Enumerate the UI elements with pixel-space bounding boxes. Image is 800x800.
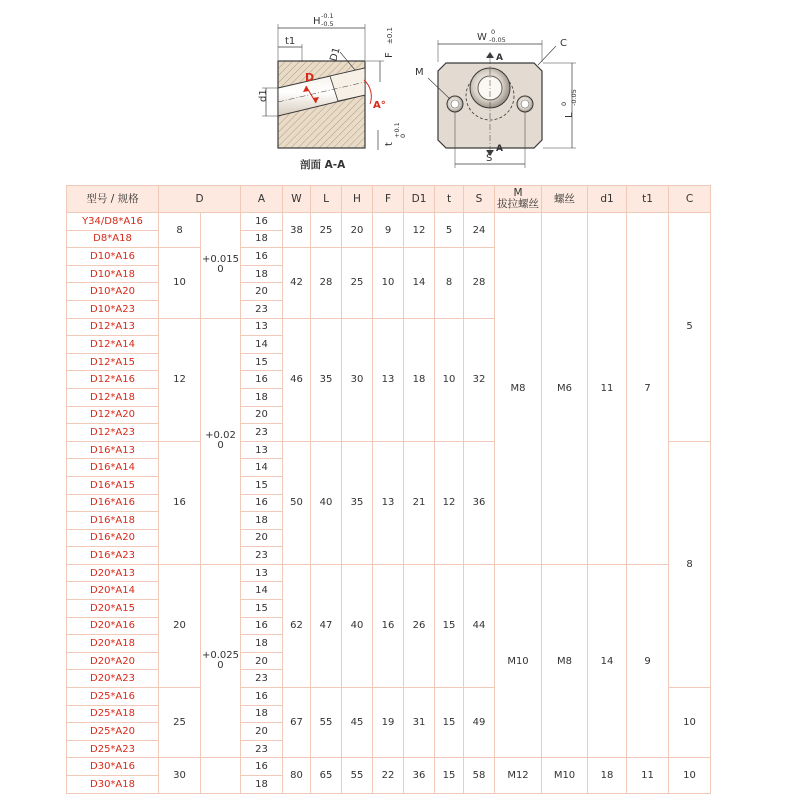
A-cell: 16 [241,758,283,776]
L-cell: 35 [311,318,342,441]
D-cell: 8 [159,213,201,248]
H-cell: 35 [342,441,373,564]
A-cell: 18 [241,776,283,794]
screw-cell: M8 [542,564,588,758]
A-cell: 23 [241,670,283,688]
t-cell: 5 [435,213,464,248]
A-cell: 13 [241,318,283,336]
dim-D-label: D [305,71,315,84]
W-cell: 38 [283,213,311,248]
D-tolerance-cell [201,213,241,319]
table-row [67,758,711,776]
model-cell: D20*A16 [67,617,159,635]
t-cell: 15 [435,688,464,758]
dim-W-tol-lower: -0.05 [489,36,506,44]
C-cell: 10 [669,758,711,793]
d1-cell: 18 [588,758,627,793]
F-cell: 13 [373,441,404,564]
F-cell: 16 [373,564,404,687]
header-M [495,186,542,213]
D-tol-upper: +0.015 [201,254,239,266]
t-cell: 10 [435,318,464,441]
dim-W-tol-upper: 0 [491,28,496,36]
F-cell: 19 [373,688,404,758]
screw-cell: M6 [542,213,588,565]
header-S: S [464,186,495,213]
H-cell: 30 [342,318,373,441]
model-cell: D12*A18 [67,388,159,406]
model-cell: D10*A20 [67,283,159,301]
A-cell: 15 [241,600,283,618]
D-tol-lower: 0 [217,264,224,276]
W-cell: 67 [283,688,311,758]
dim-A-label: A° [373,100,386,111]
section-mark-top: A [496,53,503,63]
model-cell: D30*A18 [67,776,159,794]
model-cell: D25*A16 [67,688,159,706]
dim-D1-label: D1 [328,46,343,63]
top-view [415,28,578,168]
model-cell: D16*A20 [67,529,159,547]
A-cell: 20 [241,406,283,424]
A-cell: 14 [241,582,283,600]
t1-cell: 9 [627,564,669,758]
W-cell: 46 [283,318,311,441]
A-cell: 16 [241,248,283,266]
D-cell: 16 [159,441,201,564]
S-cell: 28 [464,248,495,318]
model-cell: D12*A15 [67,353,159,371]
model-cell: D12*A16 [67,371,159,389]
header-M-line2: 拔拉螺丝 [497,198,539,210]
F-cell: 9 [373,213,404,248]
table-header-row [67,186,711,213]
D-tolerance-cell [201,318,241,564]
section-mark-bottom: A [496,144,503,154]
D-tol-upper: +0.025 [201,650,239,662]
header-C: C [669,186,711,213]
S-cell: 32 [464,318,495,441]
S-cell: 36 [464,441,495,564]
technical-drawing [0,0,800,182]
H-cell: 55 [342,758,373,793]
dim-t1-label: t1 [285,36,296,47]
section-view [258,12,407,171]
A-cell: 16 [241,213,283,231]
M-cell: M10 [495,564,542,758]
header-F: F [373,186,404,213]
dim-L-tol-upper: 0 [560,101,568,106]
model-cell: D12*A23 [67,424,159,442]
A-cell: 15 [241,476,283,494]
header-D1: D1 [404,186,435,213]
table-row [67,213,711,231]
A-cell: 20 [241,283,283,301]
A-cell: 23 [241,424,283,442]
dim-C-label: C [560,38,567,49]
H-cell: 20 [342,213,373,248]
model-cell: D12*A14 [67,336,159,354]
A-cell: 18 [241,635,283,653]
model-cell: Y34/D8*A16 [67,213,159,231]
t-cell: 8 [435,248,464,318]
model-cell: D20*A14 [67,582,159,600]
W-cell: 50 [283,441,311,564]
t-cell: 15 [435,564,464,687]
header-d1: d1 [588,186,627,213]
model-cell: D16*A18 [67,512,159,530]
A-cell: 23 [241,547,283,565]
model-cell: D20*A15 [67,600,159,618]
model-cell: D20*A20 [67,652,159,670]
A-cell: 16 [241,688,283,706]
dim-H-label: H [313,16,321,27]
H-cell: 25 [342,248,373,318]
model-cell: D20*A23 [67,670,159,688]
header-L: L [311,186,342,213]
model-cell: D16*A23 [67,547,159,565]
A-cell: 23 [241,740,283,758]
S-cell: 58 [464,758,495,793]
model-cell: D20*A18 [67,635,159,653]
S-cell: 44 [464,564,495,687]
F-cell: 22 [373,758,404,793]
header-D: D [159,186,241,213]
header-screw: 螺丝 [542,186,588,213]
model-cell: D10*A18 [67,265,159,283]
D-cell: 12 [159,318,201,441]
model-cell: D30*A16 [67,758,159,776]
A-cell: 13 [241,441,283,459]
dim-t-tol-lower: 0 [399,133,407,138]
dim-t-label: t [384,142,395,146]
model-cell: D10*A16 [67,248,159,266]
dim-d1-label: d1 [258,89,269,102]
t-cell: 15 [435,758,464,793]
A-cell: 16 [241,494,283,512]
S-cell: 24 [464,213,495,248]
W-cell: 42 [283,248,311,318]
dim-H-tol-lower: -0.5 [321,20,334,28]
F-cell: 13 [373,318,404,441]
d1-cell: 14 [588,564,627,758]
model-cell: D25*A20 [67,723,159,741]
A-cell: 15 [241,353,283,371]
L-cell: 25 [311,213,342,248]
D-tolerance-cell-empty [201,758,241,793]
dim-W-label: W [477,32,487,43]
d1-cell: 11 [588,213,627,565]
M-cell: M12 [495,758,542,793]
A-cell: 20 [241,529,283,547]
model-cell: D10*A23 [67,300,159,318]
model-cell: D25*A18 [67,705,159,723]
L-cell: 55 [311,688,342,758]
C-cell: 8 [669,441,711,687]
D-cell: 20 [159,564,201,687]
A-cell: 18 [241,265,283,283]
header-model: 型号 / 规格 [67,186,159,213]
D1-cell: 21 [404,441,435,564]
D-cell: 30 [159,758,201,793]
spec-table [66,185,711,794]
L-cell: 47 [311,564,342,687]
S-cell: 49 [464,688,495,758]
A-cell: 18 [241,388,283,406]
dim-H-tol-upper: -0.1 [321,12,334,20]
dim-L-label: L [564,112,575,118]
model-cell: D12*A20 [67,406,159,424]
t1-cell: 7 [627,213,669,565]
D1-cell: 36 [404,758,435,793]
A-cell: 13 [241,564,283,582]
section-label: 剖面 A-A [300,159,346,171]
C-cell: 5 [669,213,711,442]
D-tol-upper: +0.02 [205,430,236,442]
model-cell: D16*A14 [67,459,159,477]
dim-t-tol-upper: +0.1 [393,122,401,138]
A-cell: 18 [241,512,283,530]
F-cell: 10 [373,248,404,318]
A-cell: 20 [241,652,283,670]
dim-S-label: S [486,153,493,164]
model-cell: D16*A13 [67,441,159,459]
table-row [67,564,711,582]
D1-cell: 31 [404,688,435,758]
header-A: A [241,186,283,213]
D1-cell: 18 [404,318,435,441]
model-cell: D25*A23 [67,740,159,758]
model-cell: D16*A15 [67,476,159,494]
D-cell: 10 [159,248,201,318]
H-cell: 40 [342,564,373,687]
D-tol-lower: 0 [217,660,224,672]
D-cell: 25 [159,688,201,758]
A-cell: 16 [241,371,283,389]
dim-F-tol: ±0.1 [386,27,394,44]
W-cell: 80 [283,758,311,793]
W-cell: 62 [283,564,311,687]
L-cell: 28 [311,248,342,318]
A-cell: 14 [241,459,283,477]
A-cell: 20 [241,723,283,741]
H-cell: 45 [342,688,373,758]
D1-cell: 12 [404,213,435,248]
L-cell: 40 [311,441,342,564]
t-cell: 12 [435,441,464,564]
header-H: H [342,186,373,213]
model-cell: D8*A18 [67,230,159,248]
dim-M-label: M [415,67,424,78]
M-cell: M8 [495,213,542,565]
header-t: t [435,186,464,213]
D1-cell: 26 [404,564,435,687]
header-M-line1: M [513,187,523,199]
C-cell: 10 [669,688,711,758]
model-cell: D12*A13 [67,318,159,336]
dim-L-tol-lower: -0.05 [570,89,578,106]
header-W: W [283,186,311,213]
A-cell: 16 [241,617,283,635]
t1-cell: 11 [627,758,669,793]
header-t1: t1 [627,186,669,213]
L-cell: 65 [311,758,342,793]
A-cell: 18 [241,230,283,248]
A-cell: 14 [241,336,283,354]
A-cell: 23 [241,300,283,318]
D-tol-lower: 0 [217,440,224,452]
model-cell: D20*A13 [67,564,159,582]
model-cell: D16*A16 [67,494,159,512]
D1-cell: 14 [404,248,435,318]
dim-F-label: F [384,52,395,58]
D-tolerance-cell [201,564,241,758]
screw-cell: M10 [542,758,588,793]
A-cell: 18 [241,705,283,723]
